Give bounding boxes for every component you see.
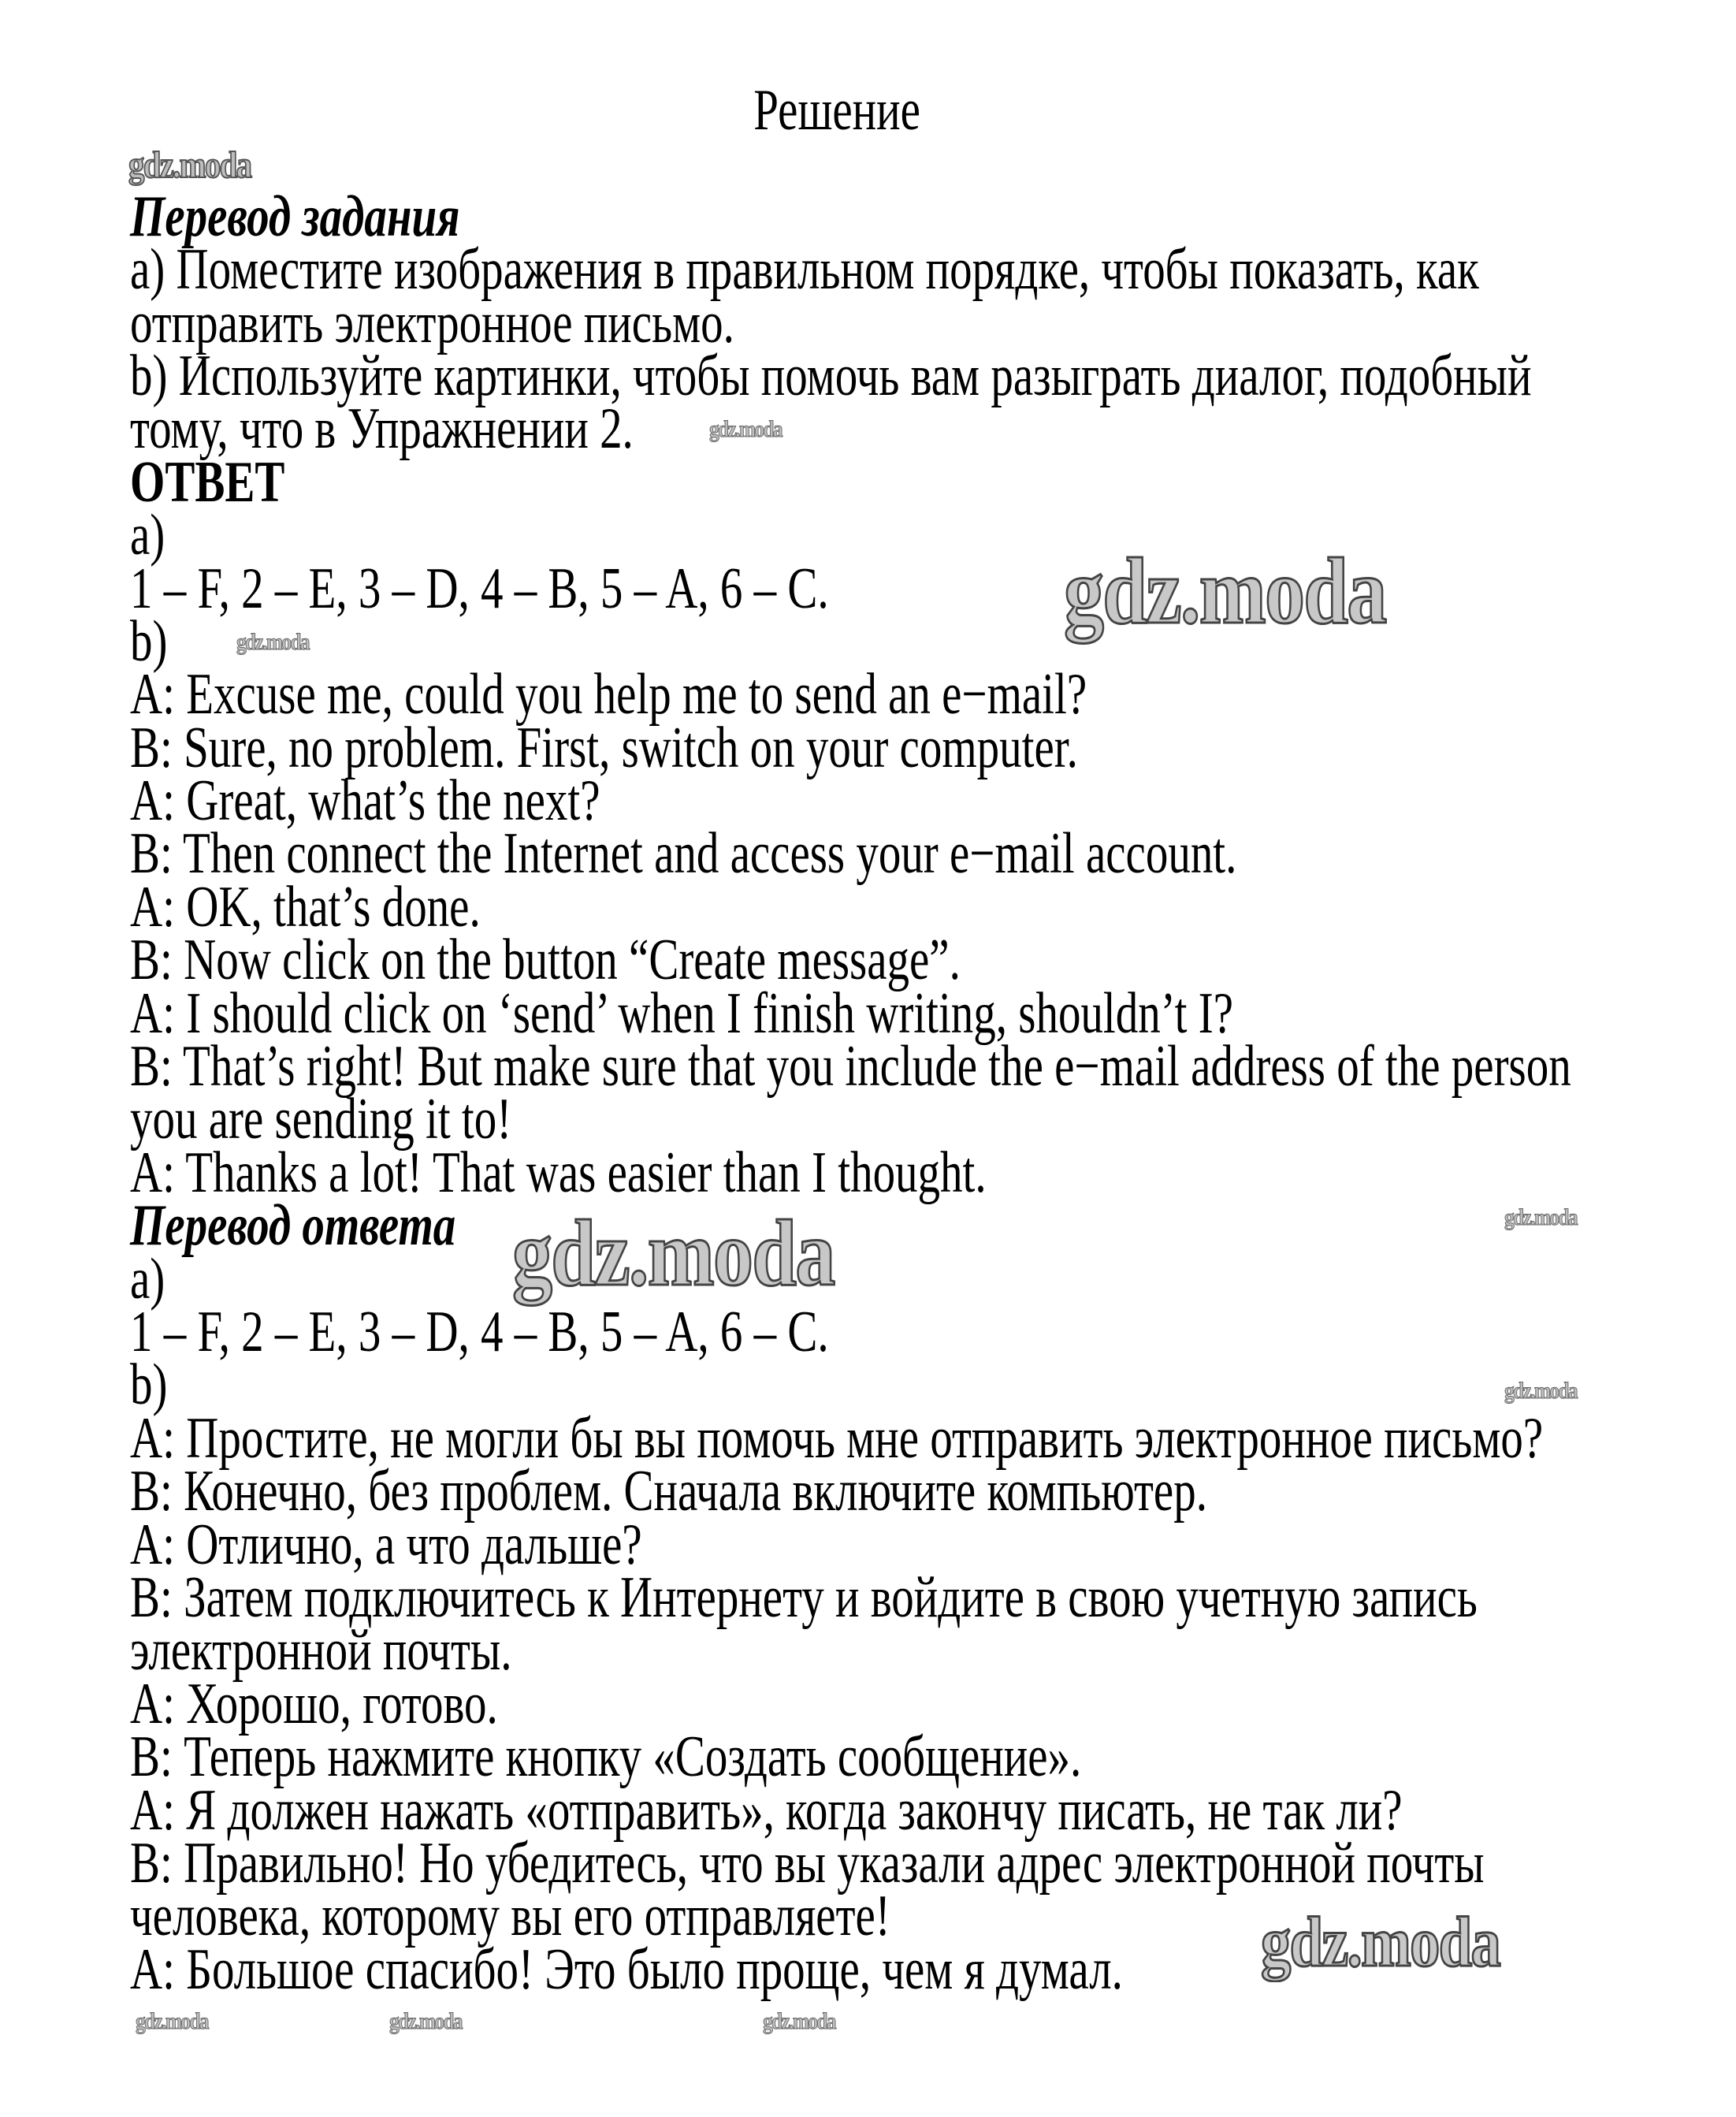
text-line: B: Then connect the Internet and access your e−mail account. (130, 821, 1237, 887)
text-line: you are sending it to! (130, 1087, 512, 1152)
section-heading: Перевод ответа (130, 1193, 456, 1259)
watermark-logo: gdz.moda (1064, 538, 1386, 643)
watermark-logo: gdz.moda (512, 1200, 835, 1305)
page-title: Решение (753, 78, 920, 143)
text-line: электронной почты. (130, 1618, 512, 1684)
text-line: a) (130, 1246, 165, 1311)
text-line: B: Sure, no problem. First, switch on your computer. (130, 715, 1078, 780)
text-line: отправить электронное письмо. (130, 290, 734, 355)
text-line: b) (130, 1352, 168, 1418)
text-line: человека, которому вы его отправляете! (130, 1884, 890, 1949)
watermark-logo: gdz.moda (236, 629, 309, 655)
text-line: A: Я должен нажать «отправить», когда закончу писать, не так ли? (130, 1777, 1403, 1843)
text-line: A: Excuse me, could you help me to send an e−mail? (130, 662, 1087, 727)
text-line: A: Простите, не могли бы вы помочь мне отправить электронное письмо? (130, 1405, 1544, 1471)
text-line: B: That’s right! But make sure that you include the e−mail address of the person (130, 1034, 1571, 1099)
watermark-logo: gdz.moda (763, 2008, 835, 2034)
text-line: a) Поместите изображения в правильном порядке, чтобы показать, как (130, 237, 1479, 303)
document-lines (130, 137, 1708, 2002)
text-line: b) Используйте картинки, чтобы помочь вам разыграть диалог, подобный (130, 343, 1532, 408)
text-line: B: Теперь нажмите кнопку «Создать сообщение». (130, 1724, 1082, 1790)
watermark-logo: gdz.moda (709, 416, 782, 442)
text-line: A: Thanks a lot! That was easier than I thought. (130, 1140, 987, 1205)
text-line: 1 – F, 2 – E, 3 – D, 4 – B, 5 – A, 6 – C. (130, 556, 829, 621)
text-line (130, 137, 1708, 190)
watermark-logo: gdz.moda (1504, 1378, 1577, 1404)
text-line: тому, что в Упражнении 2. (130, 396, 634, 462)
text-line: A: Большое спасибо! Это было проще, чем я думал. (130, 1937, 1123, 2002)
text-line: B: Правильно! Но убедитесь, что вы указали адрес электронной почты (130, 1830, 1485, 1896)
document-body (130, 78, 1708, 2002)
watermark-logo: gdz.moda (1261, 1903, 1500, 1981)
text-line: a) (130, 503, 165, 568)
text-line: B: Конечно, без проблем. Сначала включите компьютер. (130, 1459, 1207, 1524)
watermark-logo: gdz.moda (1504, 1204, 1577, 1230)
text-line: 1 – F, 2 – E, 3 – D, 4 – B, 5 – A, 6 – C. (130, 1299, 829, 1364)
text-line: A: Отлично, а что дальше? (130, 1512, 642, 1577)
text-line: B: Затем подключитесь к Интернету и войдите в свою учетную запись (130, 1564, 1478, 1630)
text-line: B: Now click on the button “Create message”. (130, 928, 961, 993)
watermark-logo: gdz.moda (389, 2008, 462, 2034)
text-line: A: Хорошо, готово. (130, 1671, 498, 1736)
watermark-logo: gdz.moda (128, 144, 251, 186)
text-line: b) (130, 608, 168, 674)
watermark-logo: gdz.moda (136, 2008, 208, 2034)
text-line: A: Great, what’s the next? (130, 768, 600, 834)
text-line: A: OK, that’s done. (130, 874, 481, 939)
section-heading: ОТВЕТ (130, 449, 285, 515)
section-heading: Перевод задания (130, 184, 460, 249)
text-line: A: I should click on ‘send’ when I finish writing, shouldn’t I? (130, 980, 1234, 1046)
